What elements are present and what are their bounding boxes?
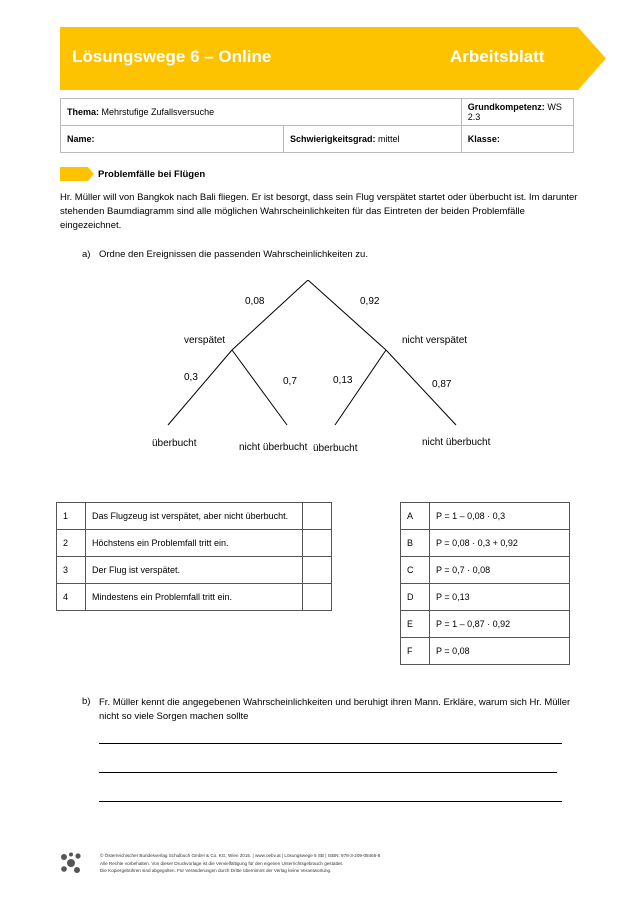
answer-cell[interactable]	[303, 503, 332, 530]
prob-letter: B	[401, 530, 430, 557]
event-text: Der Flug ist verspätet.	[86, 557, 303, 584]
footer-line-1: © Österreichischer Bundesverlag Schulbuch GmbH & Co. KG, Wien 2015. | www.oebv.at | Lösungswege 5 SB | ISBN: 978-3-209-08466-8	[100, 853, 381, 858]
prob-formula: P = 0,13	[430, 584, 570, 611]
task-b-letter: b)	[82, 696, 91, 707]
prob-letter: F	[401, 638, 430, 665]
klasse-label: Klasse:	[467, 134, 500, 144]
thema-value: Mehrstufige Zufallsversuche	[101, 107, 215, 117]
task-b-text: Fr. Müller kennt die angegebenen Wahrscheinlichkeiten und beruhigt ihren Mann. Erkläre, warum sich Hr. Müller nicht so viele Sorgen machen sollte	[99, 697, 571, 722]
answer-cell[interactable]	[303, 530, 332, 557]
publisher-logo-icon	[60, 852, 82, 874]
task-a-text: Ordne den Ereignissen die passenden Wahrscheinlichkeiten zu.	[99, 249, 368, 260]
prob-nicht-verspaetet: 0,92	[360, 296, 380, 307]
answer-line[interactable]	[99, 772, 557, 773]
table-row	[57, 503, 332, 530]
section-marker-icon	[60, 167, 94, 181]
event-number: 3	[57, 557, 86, 584]
name-label: Name:	[67, 134, 95, 144]
prob-v-ueberbucht: 0,3	[184, 372, 198, 383]
event-number: 4	[57, 584, 86, 611]
section-title: Problemfälle bei Flügen	[98, 169, 206, 180]
prob-formula: P = 1 – 0,87 · 0,92	[430, 611, 570, 638]
probability-tree-diagram	[150, 280, 510, 470]
series-title: Lösungswege 6 – Online	[72, 47, 272, 66]
probabilities-table	[400, 502, 570, 665]
table-row	[57, 530, 332, 557]
branch-v-ueberbucht	[168, 350, 232, 425]
table-row	[401, 611, 570, 638]
events-table	[56, 502, 332, 611]
answer-cell[interactable]	[303, 584, 332, 611]
leaf-ueberbucht-1: überbucht	[152, 438, 197, 449]
table-row	[401, 584, 570, 611]
intro-text: Hr. Müller will von Bangkok nach Bali fliegen. Er ist besorgt, dass sein Flug verspätet startet oder überbucht ist. Im darunter stehenden Baumdiagramm sind alle möglichen Wahrscheinlichkeiten für das Eintreten der beiden Problemfälle eingezeichnet.	[60, 192, 578, 231]
prob-formula: P = 0,08 · 0,3 + 0,92	[430, 530, 570, 557]
table-row	[401, 530, 570, 557]
kompetenz-value: WS 2.3	[467, 102, 562, 122]
table-row	[57, 584, 332, 611]
table-row	[57, 557, 332, 584]
prob-verspaetet: 0,08	[245, 296, 265, 307]
event-text: Höchstens ein Problemfall tritt ein.	[86, 530, 303, 557]
leaf-ueberbucht-2: überbucht	[313, 443, 358, 454]
footer-line-2: Alle Rechte vorbehalten. Von dieser Druckvorlage ist die Vervielfältigung für den eigenen Unterrichtsgebrauch gestattet.	[100, 860, 344, 866]
worksheet-info-table	[60, 98, 574, 153]
prob-formula: P = 0,08	[430, 638, 570, 665]
branch-nicht-verspaetet	[308, 280, 386, 350]
footer-line-3: Die Kopiergebühren sind abgegolten. Für Veränderungen durch Dritte übernimmt der Verlag keine Verantwortung.	[100, 868, 332, 874]
prob-letter: E	[401, 611, 430, 638]
node-verspaetet: verspätet	[184, 335, 226, 346]
prob-letter: C	[401, 557, 430, 584]
prob-formula: P = 0,7 · 0,08	[430, 557, 570, 584]
thema-label: Thema:	[67, 107, 100, 117]
schwierigkeit-label: Schwierigkeitsgrad:	[290, 134, 376, 144]
branch-verspaetet	[232, 280, 308, 350]
answer-line[interactable]	[99, 743, 562, 744]
branch-nv-ueberbucht	[335, 350, 386, 425]
prob-nv-nicht-ueberbucht: 0,87	[432, 379, 452, 390]
leaf-nicht-ueberbucht-1: nicht überbucht	[239, 442, 308, 453]
prob-formula: P = 1 – 0,08 · 0,3	[430, 503, 570, 530]
answer-line[interactable]	[99, 801, 562, 802]
event-number: 1	[57, 503, 86, 530]
event-text: Mindestens ein Problemfall tritt ein.	[86, 584, 303, 611]
prob-nv-ueberbucht: 0,13	[333, 375, 353, 386]
schwierigkeit-value: mittel	[378, 134, 400, 144]
event-number: 2	[57, 530, 86, 557]
table-row	[401, 557, 570, 584]
task-a-letter: a)	[82, 249, 91, 260]
document-type: Arbeitsblatt	[450, 47, 545, 66]
table-row	[401, 503, 570, 530]
leaf-nicht-ueberbucht-2: nicht überbucht	[422, 437, 491, 448]
answer-cell[interactable]	[303, 557, 332, 584]
branch-v-nicht-ueberbucht	[232, 350, 287, 425]
event-text: Das Flugzeug ist verspätet, aber nicht überbucht.	[86, 503, 303, 530]
node-nicht-verspaetet: nicht verspätet	[402, 335, 468, 346]
kompetenz-label: Grundkompetenz:	[467, 102, 545, 112]
prob-letter: A	[401, 503, 430, 530]
footer-copyright	[100, 852, 380, 875]
prob-letter: D	[401, 584, 430, 611]
prob-v-nicht-ueberbucht: 0,7	[283, 376, 297, 387]
table-row	[401, 638, 570, 665]
